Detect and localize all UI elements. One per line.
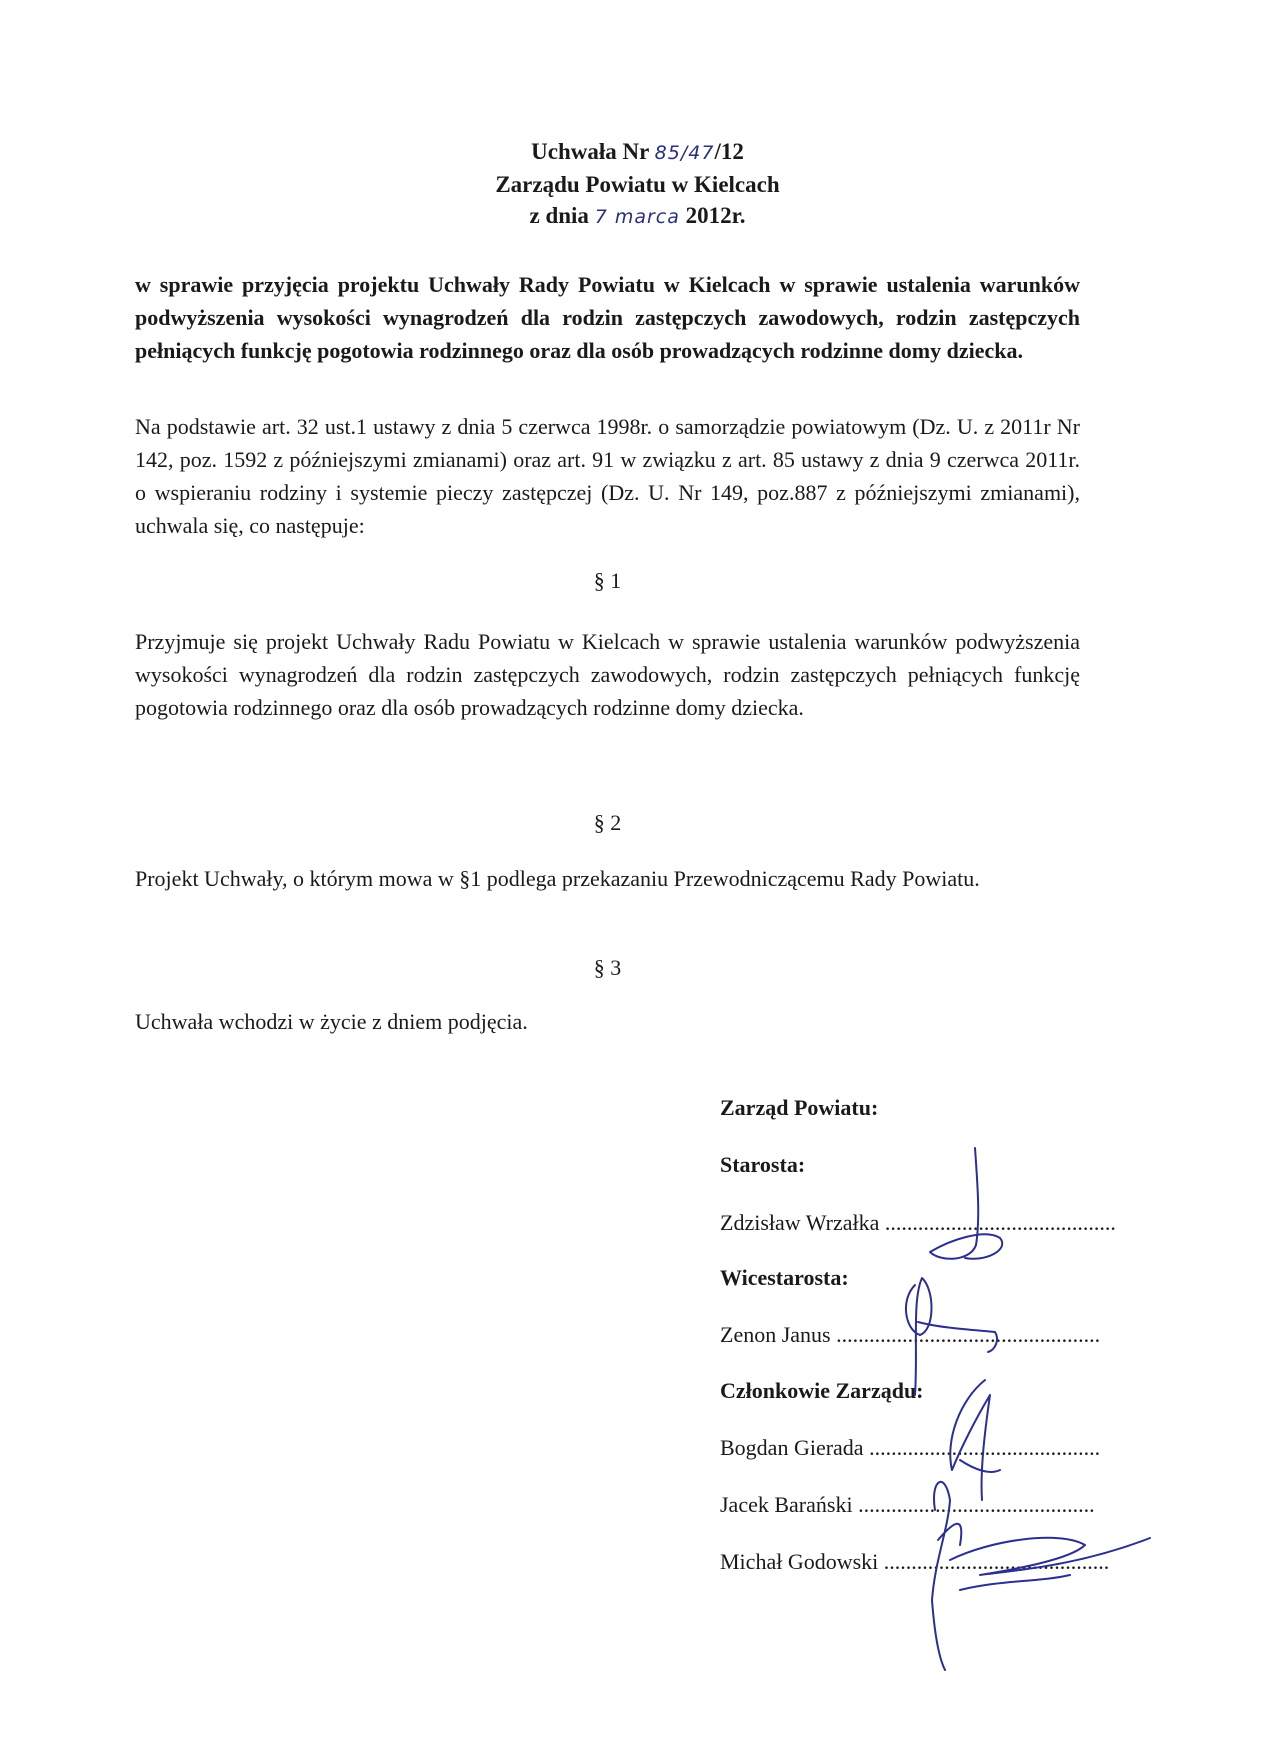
resolution-date-line — [0, 200, 1275, 233]
date-prefix: z dnia — [529, 203, 589, 228]
section-2-text: Projekt Uchwały, o którym mowa w §1 podlega przekazaniu Przewodniczącemu Rady Powiatu. — [135, 866, 980, 891]
starosta-dots: .......................................... — [884, 1210, 1116, 1235]
member-name: Michał Godowski — [720, 1549, 879, 1574]
members-label: Członkowie Zarządu: — [720, 1378, 924, 1403]
member-name: Bogdan Gierada — [720, 1435, 864, 1460]
section-3-mark: § 3 — [593, 955, 622, 980]
member-signature-line — [720, 1492, 1095, 1518]
wicestarosta-label: Wicestarosta: — [720, 1265, 849, 1290]
member-dots: ........................................... — [858, 1492, 1095, 1517]
starosta-signature-line — [720, 1210, 1116, 1236]
date-suffix: 2012r. — [685, 203, 746, 228]
issuing-body: Zarządu Powiatu w Kielcach — [495, 172, 780, 197]
resolution-number-handwritten: 85/47 — [654, 142, 715, 164]
member-signature-line — [720, 1549, 1109, 1575]
section-2-mark: § 2 — [593, 810, 622, 835]
section-1-text: Przyjmuje się projekt Uchwały Radu Powiatu w Kielcach w sprawie ustalenia warunków podwyższenia wysokości wynagrodzeń dla rodzin zastępczych zawodowych, rodzin zastępczych pełniących funkcję pogotowia rodzinnego oraz dla osób prowadzących rodzinne domy dziecka. — [135, 629, 1080, 720]
member-signature-line — [720, 1435, 1100, 1461]
wicestarosta-name: Zenon Janus — [720, 1322, 831, 1347]
section-3-text: Uchwała wchodzi w życie z dniem podjęcia. — [135, 1009, 528, 1034]
member-dots: .......................................... — [869, 1435, 1101, 1460]
member-dots: ......................................... — [883, 1549, 1110, 1574]
resolution-number-suffix: /12 — [714, 139, 744, 164]
date-handwritten: 7 marca — [594, 206, 680, 228]
wicestarosta-signature-line — [720, 1322, 1100, 1348]
resolution-subject: w sprawie przyjęcia projektu Uchwały Rady Powiatu w Kielcach w sprawie ustalenia warunków podwyższenia wysokości wynagrodzeń dla rodzin zastępczych zawodowych, rodzin zastępczych pełniących funkcję pogotowia rodzinnego oraz dla osób prowadzących rodzinne domy dziecka. — [135, 272, 1080, 363]
resolution-number-line — [0, 136, 1275, 169]
starosta-name: Zdzisław Wrzałka — [720, 1210, 880, 1235]
signature-starosta — [930, 1148, 1002, 1259]
wicestarosta-dots: ................................................ — [836, 1322, 1101, 1347]
starosta-label: Starosta: — [720, 1152, 806, 1177]
resolution-header — [0, 136, 1275, 233]
resolution-prefix: Uchwała Nr — [531, 139, 649, 164]
member-name: Jacek Barański — [720, 1492, 853, 1517]
section-1-mark: § 1 — [593, 568, 622, 593]
legal-basis-paragraph: Na podstawie art. 32 ust.1 ustawy z dnia 5 czerwca 1998r. o samorządzie powiatowym (Dz. U. z 2011r Nr 142, poz. 1592 z późniejszymi zmianami) oraz art. 91 w związku z art. 85 ustawy z dnia 9 czerwca 2011r. o wspieraniu rodziny i systemie pieczy zastępczej (Dz. U. Nr 149, poz.887 z późniejszymi zmianami), uchwala się, co następuje: — [135, 414, 1080, 538]
board-title: Zarząd Powiatu: — [720, 1095, 879, 1120]
